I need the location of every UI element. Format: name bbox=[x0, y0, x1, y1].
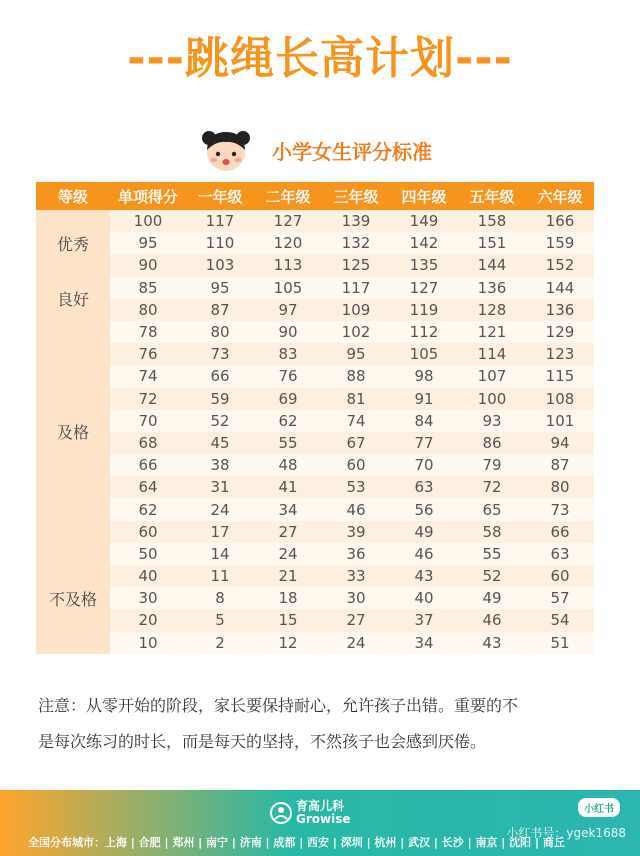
value-cell: 90 bbox=[254, 321, 322, 343]
value-cell: 119 bbox=[390, 299, 458, 321]
table-row bbox=[36, 254, 594, 276]
value-cell: 69 bbox=[254, 388, 322, 410]
score-table bbox=[36, 182, 594, 654]
value-cell: 108 bbox=[526, 388, 594, 410]
city-list: 全国分布城市：上海 | 合肥 | 郑州 | 南宁 | 济南 | 成都 | 西安 | 深圳 | 杭州 | 武汉 | 长沙 | 南京 | 沈阳 | 商丘 bbox=[28, 836, 565, 849]
score-cell: 62 bbox=[110, 498, 186, 520]
value-cell: 107 bbox=[458, 365, 526, 387]
value-cell: 33 bbox=[322, 565, 390, 587]
table-row bbox=[36, 498, 594, 520]
subtitle: 小学女生评分标准 bbox=[272, 139, 432, 164]
value-cell: 144 bbox=[526, 277, 594, 299]
score-cell: 76 bbox=[110, 343, 186, 365]
value-cell: 87 bbox=[526, 454, 594, 476]
value-cell: 159 bbox=[526, 232, 594, 254]
score-cell: 40 bbox=[110, 565, 186, 587]
value-cell: 80 bbox=[526, 476, 594, 498]
value-cell: 56 bbox=[390, 498, 458, 520]
value-cell: 39 bbox=[322, 521, 390, 543]
table-header-row bbox=[36, 182, 594, 210]
value-cell: 109 bbox=[322, 299, 390, 321]
score-cell: 10 bbox=[110, 632, 186, 654]
value-cell: 79 bbox=[458, 454, 526, 476]
value-cell: 117 bbox=[322, 277, 390, 299]
value-cell: 11 bbox=[186, 565, 254, 587]
value-cell: 63 bbox=[526, 543, 594, 565]
header-cell: 四年级 bbox=[390, 182, 458, 210]
header-cell: 一年级 bbox=[186, 182, 254, 210]
value-cell: 81 bbox=[322, 388, 390, 410]
value-cell: 151 bbox=[458, 232, 526, 254]
table-row bbox=[36, 277, 594, 299]
value-cell: 31 bbox=[186, 476, 254, 498]
value-cell: 88 bbox=[322, 365, 390, 387]
value-cell: 40 bbox=[390, 587, 458, 609]
value-cell: 84 bbox=[390, 410, 458, 432]
table-row bbox=[36, 210, 594, 232]
note-line: 注意：从零开始的阶段，家长要保持耐心，允许孩子出错。重要的不 bbox=[38, 696, 519, 715]
value-cell: 8 bbox=[186, 587, 254, 609]
score-cell: 78 bbox=[110, 321, 186, 343]
value-cell: 136 bbox=[526, 299, 594, 321]
value-cell: 98 bbox=[390, 365, 458, 387]
value-cell: 52 bbox=[186, 410, 254, 432]
value-cell: 60 bbox=[322, 454, 390, 476]
value-cell: 27 bbox=[322, 609, 390, 631]
header-cell: 五年级 bbox=[458, 182, 526, 210]
value-cell: 110 bbox=[186, 232, 254, 254]
value-cell: 60 bbox=[526, 565, 594, 587]
header-cell: 等级 bbox=[36, 182, 110, 210]
score-cell: 95 bbox=[110, 232, 186, 254]
table-row bbox=[36, 343, 594, 365]
value-cell: 76 bbox=[254, 365, 322, 387]
value-cell: 127 bbox=[254, 210, 322, 232]
value-cell: 72 bbox=[458, 476, 526, 498]
value-cell: 45 bbox=[186, 432, 254, 454]
value-cell: 87 bbox=[186, 299, 254, 321]
value-cell: 48 bbox=[254, 454, 322, 476]
value-cell: 62 bbox=[254, 410, 322, 432]
value-cell: 132 bbox=[322, 232, 390, 254]
value-cell: 115 bbox=[526, 365, 594, 387]
note bbox=[38, 688, 604, 760]
score-cell: 60 bbox=[110, 521, 186, 543]
value-cell: 41 bbox=[254, 476, 322, 498]
value-cell: 24 bbox=[254, 543, 322, 565]
value-cell: 105 bbox=[254, 277, 322, 299]
value-cell: 73 bbox=[526, 498, 594, 520]
grade-cell: 不及格 bbox=[36, 543, 110, 654]
value-cell: 123 bbox=[526, 343, 594, 365]
watermark: 小红书号：ygek1688 bbox=[506, 826, 626, 840]
value-cell: 66 bbox=[186, 365, 254, 387]
value-cell: 120 bbox=[254, 232, 322, 254]
value-cell: 152 bbox=[526, 254, 594, 276]
header-cell: 六年级 bbox=[526, 182, 594, 210]
value-cell: 166 bbox=[526, 210, 594, 232]
table-row bbox=[36, 365, 594, 387]
value-cell: 103 bbox=[186, 254, 254, 276]
value-cell: 102 bbox=[322, 321, 390, 343]
value-cell: 77 bbox=[390, 432, 458, 454]
value-cell: 100 bbox=[458, 388, 526, 410]
table-row bbox=[36, 454, 594, 476]
value-cell: 14 bbox=[186, 543, 254, 565]
page-title: ---跳绳长高计划--- bbox=[127, 33, 513, 84]
subtitle-row bbox=[200, 124, 432, 176]
note-line: 是每次练习的时长，而是每天的坚持，不然孩子也会感到厌倦。 bbox=[38, 732, 487, 751]
value-cell: 65 bbox=[458, 498, 526, 520]
score-cell: 100 bbox=[110, 210, 186, 232]
value-cell: 12 bbox=[254, 632, 322, 654]
table-row bbox=[36, 632, 594, 654]
table-row bbox=[36, 587, 594, 609]
header-cell: 单项得分 bbox=[110, 182, 186, 210]
value-cell: 59 bbox=[186, 388, 254, 410]
value-cell: 74 bbox=[322, 410, 390, 432]
table-body bbox=[36, 210, 594, 654]
table-row bbox=[36, 432, 594, 454]
value-cell: 114 bbox=[458, 343, 526, 365]
table-row bbox=[36, 410, 594, 432]
value-cell: 91 bbox=[390, 388, 458, 410]
value-cell: 36 bbox=[322, 543, 390, 565]
value-cell: 128 bbox=[458, 299, 526, 321]
value-cell: 117 bbox=[186, 210, 254, 232]
score-cell: 68 bbox=[110, 432, 186, 454]
value-cell: 17 bbox=[186, 521, 254, 543]
value-cell: 21 bbox=[254, 565, 322, 587]
brand-name-en: Growise bbox=[296, 812, 351, 826]
value-cell: 125 bbox=[322, 254, 390, 276]
value-cell: 70 bbox=[390, 454, 458, 476]
brand bbox=[270, 800, 351, 826]
footer-banner bbox=[0, 790, 640, 856]
brand-name-cn: 育高儿科 bbox=[296, 799, 345, 813]
girl-face-icon bbox=[200, 124, 252, 176]
value-cell: 18 bbox=[254, 587, 322, 609]
value-cell: 27 bbox=[254, 521, 322, 543]
table-row bbox=[36, 232, 594, 254]
value-cell: 149 bbox=[390, 210, 458, 232]
value-cell: 49 bbox=[458, 587, 526, 609]
value-cell: 46 bbox=[458, 609, 526, 631]
value-cell: 129 bbox=[526, 321, 594, 343]
value-cell: 113 bbox=[254, 254, 322, 276]
value-cell: 49 bbox=[390, 521, 458, 543]
value-cell: 158 bbox=[458, 210, 526, 232]
value-cell: 83 bbox=[254, 343, 322, 365]
table-row bbox=[36, 521, 594, 543]
value-cell: 97 bbox=[254, 299, 322, 321]
value-cell: 5 bbox=[186, 609, 254, 631]
score-cell: 30 bbox=[110, 587, 186, 609]
value-cell: 37 bbox=[390, 609, 458, 631]
table-row bbox=[36, 299, 594, 321]
value-cell: 142 bbox=[390, 232, 458, 254]
value-cell: 105 bbox=[390, 343, 458, 365]
value-cell: 121 bbox=[458, 321, 526, 343]
score-cell: 66 bbox=[110, 454, 186, 476]
score-cell: 70 bbox=[110, 410, 186, 432]
score-cell: 72 bbox=[110, 388, 186, 410]
value-cell: 46 bbox=[390, 543, 458, 565]
value-cell: 63 bbox=[390, 476, 458, 498]
value-cell: 135 bbox=[390, 254, 458, 276]
value-cell: 95 bbox=[322, 343, 390, 365]
table-row bbox=[36, 609, 594, 631]
value-cell: 112 bbox=[390, 321, 458, 343]
value-cell: 55 bbox=[458, 543, 526, 565]
xiaohongshu-badge: 小红书 bbox=[578, 798, 620, 817]
score-cell: 74 bbox=[110, 365, 186, 387]
score-cell: 64 bbox=[110, 476, 186, 498]
growise-logo-icon bbox=[270, 802, 292, 824]
score-cell: 50 bbox=[110, 543, 186, 565]
value-cell: 34 bbox=[254, 498, 322, 520]
value-cell: 55 bbox=[254, 432, 322, 454]
score-cell: 90 bbox=[110, 254, 186, 276]
value-cell: 93 bbox=[458, 410, 526, 432]
grade-cell: 良好 bbox=[36, 277, 110, 321]
value-cell: 139 bbox=[322, 210, 390, 232]
value-cell: 38 bbox=[186, 454, 254, 476]
value-cell: 95 bbox=[186, 277, 254, 299]
table-row bbox=[36, 388, 594, 410]
table-row bbox=[36, 476, 594, 498]
value-cell: 86 bbox=[458, 432, 526, 454]
value-cell: 51 bbox=[526, 632, 594, 654]
value-cell: 57 bbox=[526, 587, 594, 609]
value-cell: 80 bbox=[186, 321, 254, 343]
value-cell: 34 bbox=[390, 632, 458, 654]
value-cell: 58 bbox=[458, 521, 526, 543]
value-cell: 127 bbox=[390, 277, 458, 299]
header-cell: 二年级 bbox=[254, 182, 322, 210]
value-cell: 43 bbox=[458, 632, 526, 654]
grade-cell: 优秀 bbox=[36, 210, 110, 277]
value-cell: 101 bbox=[526, 410, 594, 432]
value-cell: 144 bbox=[458, 254, 526, 276]
value-cell: 136 bbox=[458, 277, 526, 299]
value-cell: 66 bbox=[526, 521, 594, 543]
header-cell: 三年级 bbox=[322, 182, 390, 210]
score-cell: 85 bbox=[110, 277, 186, 299]
value-cell: 73 bbox=[186, 343, 254, 365]
value-cell: 2 bbox=[186, 632, 254, 654]
score-cell: 80 bbox=[110, 299, 186, 321]
value-cell: 67 bbox=[322, 432, 390, 454]
value-cell: 43 bbox=[390, 565, 458, 587]
score-cell: 20 bbox=[110, 609, 186, 631]
value-cell: 53 bbox=[322, 476, 390, 498]
table-row bbox=[36, 565, 594, 587]
value-cell: 46 bbox=[322, 498, 390, 520]
table-row bbox=[36, 321, 594, 343]
value-cell: 24 bbox=[186, 498, 254, 520]
value-cell: 15 bbox=[254, 609, 322, 631]
value-cell: 94 bbox=[526, 432, 594, 454]
value-cell: 54 bbox=[526, 609, 594, 631]
table-row bbox=[36, 543, 594, 565]
grade-cell: 及格 bbox=[36, 321, 110, 543]
value-cell: 24 bbox=[322, 632, 390, 654]
value-cell: 52 bbox=[458, 565, 526, 587]
value-cell: 30 bbox=[322, 587, 390, 609]
